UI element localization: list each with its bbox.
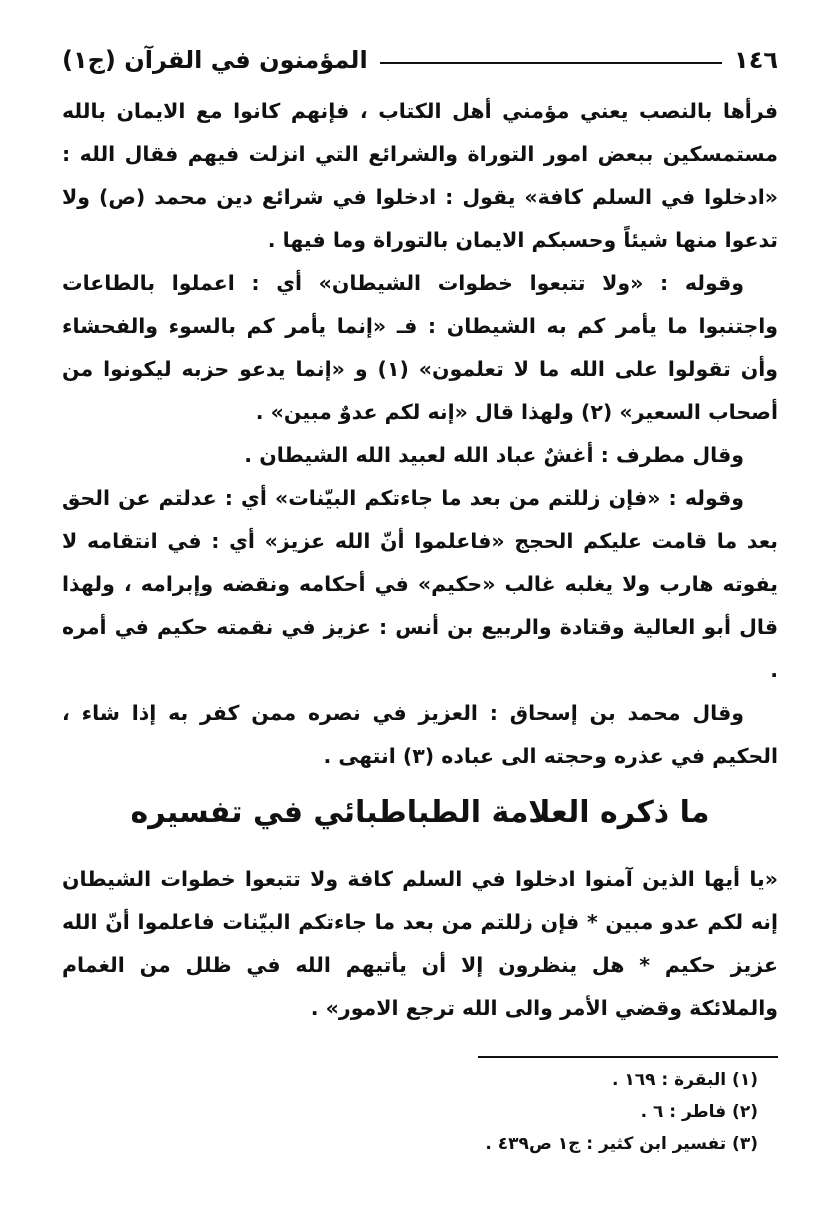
quoted-verses: «يا أيها الذين آمنوا ادخلوا في السلم كافة ولا تتبعوا خطوات الشيطان إنه لكم عدو مبين * فإن زللتم من بعد ما جاءتكم البيّنات فاعلموا أنّ الله عزيز حكيم * هل ينظرون إلا أن يأتيهم الله في ظلل من الغمام والملائكة وقضي الأمر والى الله ترجع الامور» . — [62, 867, 778, 1020]
page-number: ١٤٦ — [734, 46, 778, 74]
paragraph: وقال مطرف : أغشٌ عباد الله لعبيد الله الشيطان . — [244, 443, 744, 467]
paragraph: وقوله : «فإن زللتم من بعد ما جاءتكم البيّنات» أي : عدلتم عن الحق بعد ما قامت عليكم الحجج «فاعلموا أنّ الله عزيز» أي : في انتقامه لا يفوته هارب ولا يغلبه غالب «حكيم» في أحكامه ونقضه وإبرامه ، ولهذا قال أبو العالية وقتادة والربيع بن أنس : عزيز في نقمته حكيم في أمره . — [62, 486, 778, 682]
main-text — [62, 90, 778, 778]
header-rule — [380, 62, 722, 64]
footnote-divider — [478, 1056, 778, 1058]
paragraph: فرأها بالنصب يعني مؤمني أهل الكتاب ، فإنهم كانوا مع الايمان بالله مستمسكين ببعض امور التوراة والشرائع التي انزلت فيهم فقال الله : «ادخلوا في السلم كافة» يقول : ادخلوا في شرائع دين محمد (ص) ولا تدعوا منها شيئاً وحسبكم الايمان بالتوراة وما فيها . — [62, 99, 778, 252]
footnote: (٢) فاطر : ٦ . — [640, 1102, 758, 1122]
section-text — [62, 858, 778, 1030]
section-heading: ما ذكره العلامة الطباطبائي في تفسيره — [130, 795, 710, 830]
paragraph: وقال محمد بن إسحاق : العزيز في نصره ممن كفر به إذا شاء ، الحكيم في عذره وحجته الى عباده (٣) انتهى . — [62, 701, 778, 768]
footnotes — [62, 1064, 758, 1160]
book-title: المؤمنون في القرآن (ج١) — [62, 46, 368, 74]
footnote: (٣) تفسير ابن كثير : ج١ ص٤٣٩ . — [485, 1134, 758, 1154]
paragraph: وقوله : «ولا تتبعوا خطوات الشيطان» أي : اعملوا بالطاعات واجتنبوا ما يأمر كم به الشيطان : فـ «إنما يأمر كم بالسوء والفحشاء وأن تقولوا على الله ما لا تعلمون» (١) و «إنما يدعو حزبه ليكونوا من أصحاب السعير» (٢) ولهذا قال «إنه لكم عدوٌ مبين» . — [62, 271, 778, 424]
footnote: (١) البقرة : ١٦٩ . — [611, 1070, 758, 1090]
page-header — [62, 38, 778, 82]
